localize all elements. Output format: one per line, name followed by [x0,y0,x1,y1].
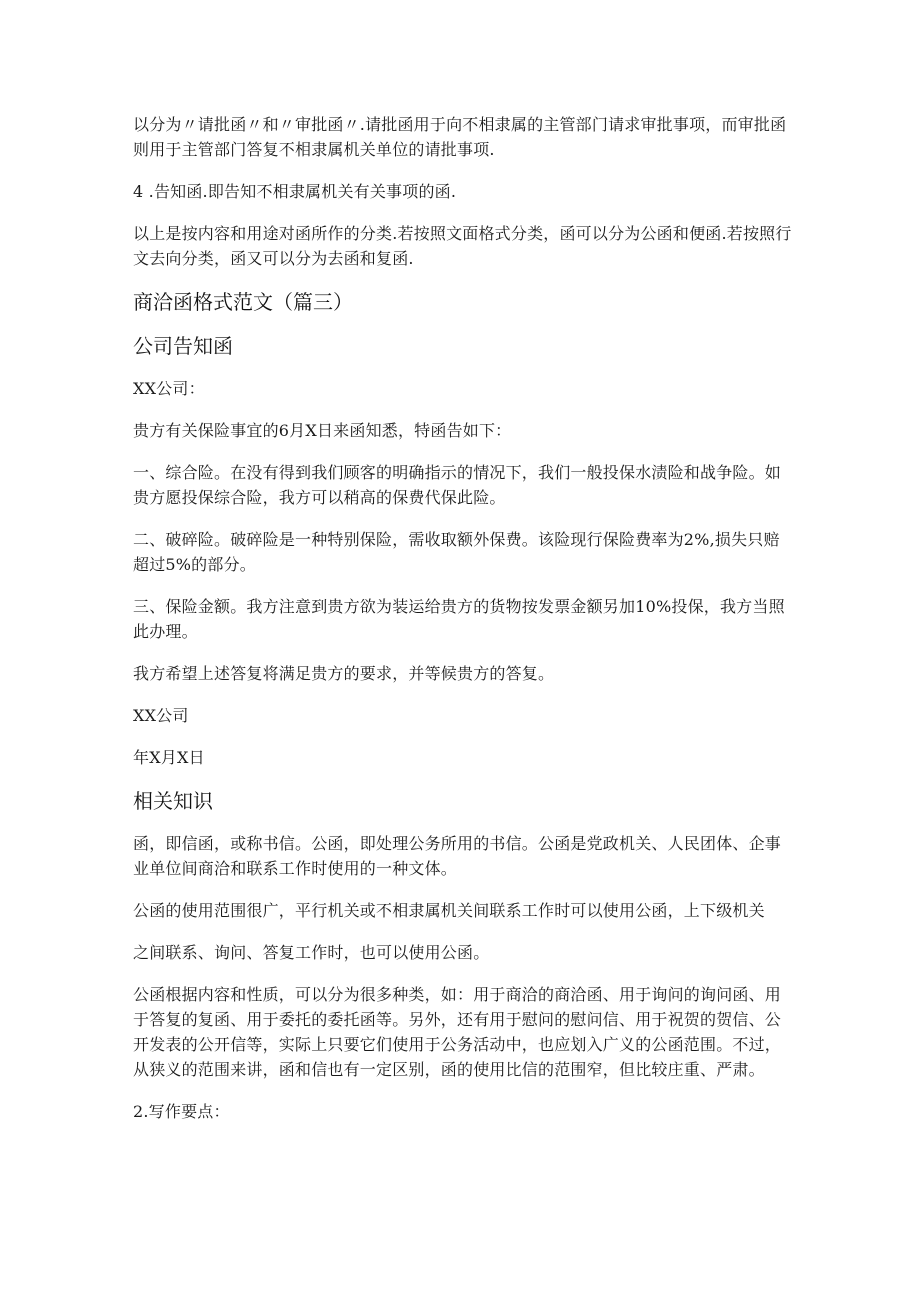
heading-letter: 公司告知函 [133,334,233,358]
knowledge-scope-continued: 之间联系、询问、答复工作时，也可以使用公函。 [133,943,490,962]
letter-closing: 我方希望上述答复将满足贵方的要求，并等候贵方的答复。 [133,664,555,683]
knowledge-definition: 函，即信函，或称书信。公函，即处理公务所用的书信。公函是党政机关、人民团体、企事业单位间商洽和联系工作时使用的一种文体。 [133,834,782,878]
letter-item-comprehensive: 一、综合险。在没有得到我们顾客的明确指示的情况下，我们一般投保水渍险和战争险。如贵方愿投保综合险，我方可以稍高的保费代保此险。 [133,463,782,507]
heading-knowledge: 相关知识 [133,789,213,813]
letter-item-breakage: 二、破碎险。破碎险是一种特别保险，需收取额外保费。该险现行保险费率为2%,损失只赔超过5%的部分。 [133,530,780,574]
paragraph-approval-letters: 以分为〃请批函〃和〃审批函〃.请批函用于向不相隶属的主管部门请求审批事项，而审批函则用于主管部门答复不相隶属机关单位的请批事项. [133,115,787,159]
knowledge-types: 公函根据内容和性质，可以分为很多种类，如：用于商洽的商洽函、用于询问的询问函、用于答复的复函、用于委托的委托函等。另外，还有用于慰问的慰问信、用于祝贺的贺信、公开发表的公开信等，实际上只要它们使用于公务活动中，也应划入广义的公函范围。不过，从狭义的范围来讲，函和信也有一定区别，函的使用比信的范围窄，但比较庄重、严肃。 [133,985,782,1079]
paragraph-notice-letter: 4 .告知函.即告知不相隶属机关有关事项的函. [133,182,457,201]
letter-intro: 贵方有关保险事宜的6月X日来函知悉，特函告如下： [133,421,512,440]
letter-item-amount: 三、保险金额。我方注意到贵方欲为装运给贵方的货物按发票金额另加10%投保，我方当照此办理。 [133,597,785,641]
letter-salutation: XX公司： [133,379,205,398]
heading-article: 商洽函格式范文（篇三） [133,290,353,314]
letter-signature: XX公司 [133,706,189,725]
knowledge-scope: 公函的使用范围很广，平行机关或不相隶属机关间联系工作时可以使用公函，上下级机关 [133,901,765,920]
knowledge-writing-points: 2.写作要点： [133,1102,230,1121]
letter-date: 年X月X日 [133,748,205,767]
document-page [133,112,793,1141]
paragraph-classification: 以上是按内容和用途对函所作的分类.若按照文面格式分类，函可以分为公函和便函.若按照行文去向分类，函又可以分为去函和复函. [133,224,792,268]
